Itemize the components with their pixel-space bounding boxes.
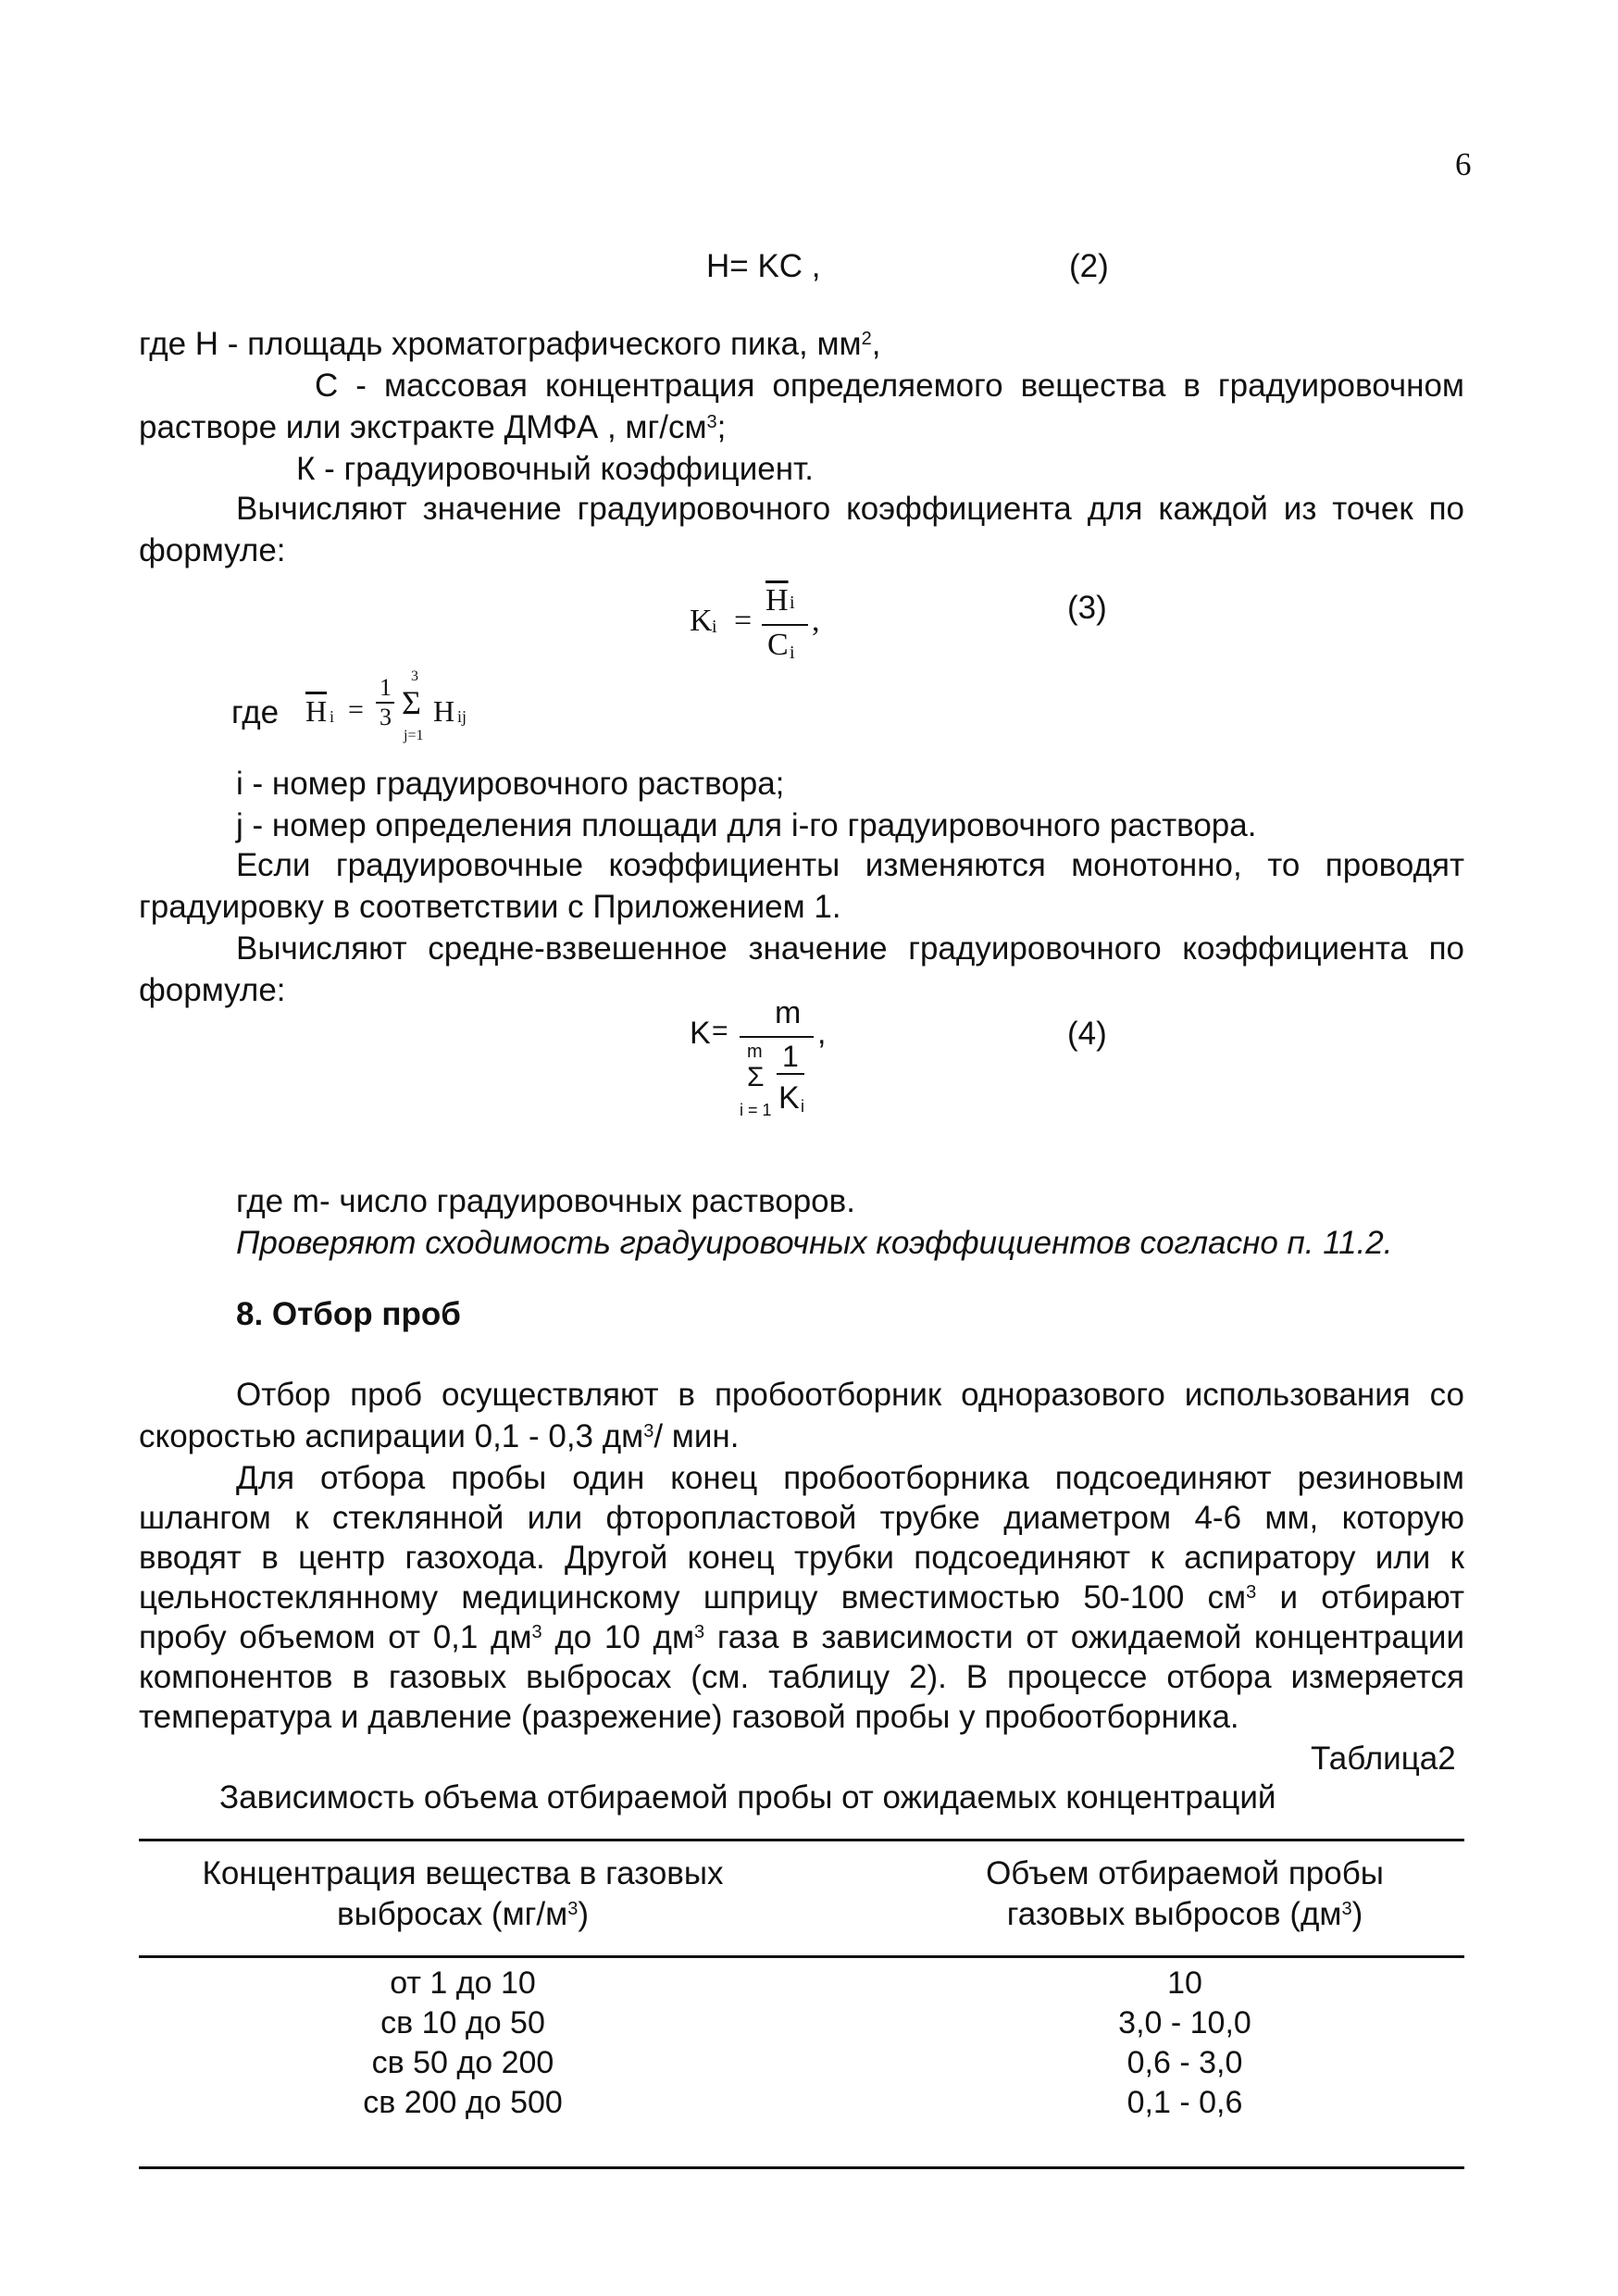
- calc1-line-1: Вычисляют значение градуировочного коэффициента для каждой из точек по: [236, 491, 1464, 527]
- def-i: i - номер градуировочного раствора;: [236, 766, 785, 802]
- formula-3-fraction-bar: [762, 624, 808, 626]
- calc2-line-1: Вычисляют средне-взвешенное значение градуировочного коэффициента по: [236, 930, 1464, 967]
- formula-3-number: (3): [1067, 590, 1107, 626]
- table-row-volume: 3,0 - 10,0: [1118, 2005, 1251, 2040]
- formula-3-where: где $\overline{H}$ i = 1 3 3 Σ j=1 H ij: [231, 668, 467, 743]
- sampling2-line-1: Для отбора пробы один конец пробоотборника подсоединяют резиновым: [236, 1460, 1464, 1496]
- table-row-conc: св 200 до 500: [363, 2085, 563, 2120]
- page-number: 6: [1455, 146, 1472, 182]
- formula-4: K = m m 1 Σ i = 1 K i ,: [690, 995, 827, 1119]
- sampling2-line-4: цельностеклянному медицинскому шприцу вместимостью 50-100 $см^3$ и отбирают: [139, 1579, 1464, 1616]
- formula-4-fraction-bar: [740, 1036, 814, 1038]
- where-k-line: К - градуировочный коэффициент.: [296, 451, 814, 487]
- where-c-line: С - массовая концентрация определяемого вещества в градуировочном: [315, 368, 1464, 404]
- formula-3: K i = $\overline{H}$ i C i ,: [690, 583, 820, 663]
- table-2-caption: Зависимость объема отбираемой пробы от ожидаемых концентраций: [219, 1779, 1276, 1816]
- mono-line-1: Если градуировочные коэффициенты изменяются монотонно, то проводят: [236, 847, 1464, 883]
- table-col1-header: Концентрация вещества в газовых выбросах $(мг/м^3)$: [202, 1855, 724, 1932]
- sampling1-line-1: Отбор проб осуществляют в пробоотборник одноразового использования со: [236, 1377, 1464, 1413]
- table-header-rule: [139, 1955, 1464, 1958]
- where-c-line-2: растворе или экстракте ДМФА , $мг/см^3$;: [139, 409, 727, 445]
- formula-4-number: (4): [1067, 1016, 1107, 1052]
- mono-line-2: градуировку в соответствии с Приложением 1.: [139, 889, 841, 925]
- table-row-conc: св 10 до 50: [380, 2005, 545, 2040]
- sampling1-line-2: скоростью аспирации 0,1 - 0,3 $дм^3/$ мин.: [139, 1418, 740, 1454]
- formula-4-inner-fraction-bar: [777, 1073, 804, 1075]
- sampling2-line-5: пробу объемом от 0,1 $дм^3$ до 10 $дм^3$ газа в зависимости от ожидаемой концентрации: [139, 1619, 1464, 1655]
- sampling2-line-6: компонентов в газовых выбросах (см. таблицу 2). В процессе отбора измеряется: [139, 1659, 1464, 1695]
- def-j: j - номер определения площади для i-го градуировочного раствора.: [236, 807, 1257, 843]
- table-top-rule: [139, 1839, 1464, 1841]
- formula-4-where: где m- число градуировочных растворов.: [236, 1183, 855, 1219]
- sampling2-line-7: температура и давление (разрежение) газовой пробы у пробоотборника.: [139, 1699, 1239, 1735]
- table-row-conc: от 1 до 10: [390, 1965, 536, 2001]
- sampling2-line-2: шлангом к стеклянной или фторопластовой трубке диаметром 4-6 мм, которую: [139, 1500, 1464, 1536]
- formula-2: H= KC ,: [706, 248, 821, 284]
- convergence-check-note: Проверяют сходимость градуировочных коэффициентов согласно п. 11.2.: [236, 1225, 1393, 1261]
- table-row-volume: 0,1 - 0,6: [1126, 2085, 1243, 2120]
- table-bottom-rule: [139, 2166, 1464, 2169]
- section-8-heading: 8. Отбор проб: [236, 1296, 461, 1332]
- table-col2-header: Объем отбираемой пробы газовых выбросов $(дм^3)$: [986, 1855, 1384, 1932]
- table-row-volume: 0,6 - 3,0: [1126, 2045, 1243, 2080]
- calc1-line-2: формуле:: [139, 532, 286, 568]
- table-2-label: Таблица2: [1311, 1741, 1456, 1777]
- where-h-line: где Н - площадь хроматографического пика, $мм^2$,: [139, 326, 881, 362]
- sampling2-line-3: вводят в центр газохода. Другой конец трубки подсоединяют к аспиратору или к: [139, 1540, 1464, 1576]
- table-row-volume: 10: [1167, 1965, 1202, 2001]
- table-row-conc: св 50 до 200: [371, 2045, 554, 2080]
- formula-2-number: (2): [1069, 248, 1109, 284]
- calc2-line-2: формуле:: [139, 972, 286, 1008]
